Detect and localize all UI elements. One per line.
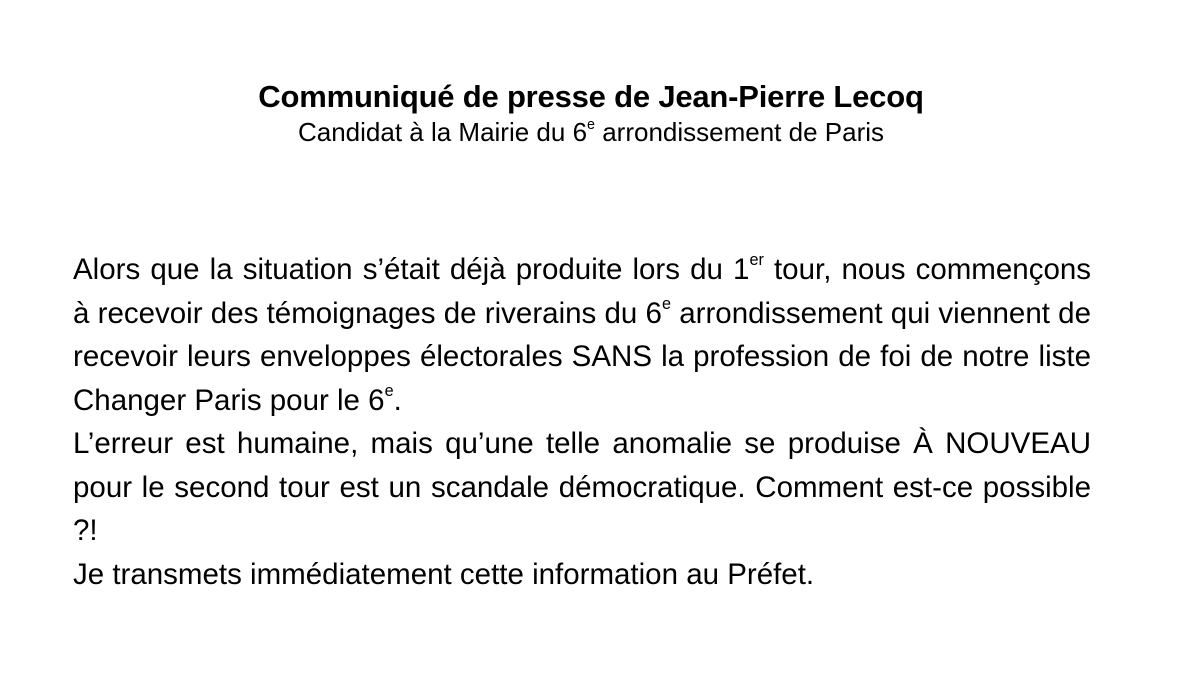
page-subtitle (0, 116, 1182, 148)
subtitle-superscript: e (587, 116, 595, 133)
press-release-header (0, 78, 1182, 148)
subtitle-text-start: Candidat à la Mairie du 6 (297, 117, 588, 147)
paragraph-1-part-b: tour, nous commençons à recevoir des témoignages de riverains du 6 (73, 253, 1092, 330)
paragraph-1-part-c: arrondissement qui viennent de recevoir leurs enveloppes électorales SANS la profession de foi de notre liste Changer Paris pour le 6 (73, 296, 1091, 417)
paragraph-2: L’erreur est humaine, mais qu’une telle anomalie se produise À NOUVEAU pour le second tour est un scandale démocratique. Comment est-ce possible ?! (73, 427, 1091, 547)
page-title: Communiqué de presse de Jean-Pierre Lecoq (258, 79, 924, 114)
paragraph-1-part-d: . (393, 383, 402, 417)
paragraph-1-sup-3: e (384, 381, 394, 400)
paragraph-1-sup-2: e (661, 294, 671, 313)
paragraph-1 (73, 248, 1091, 422)
paragraph-1-sup-1: er (749, 251, 764, 270)
paragraph-1-part-a: Alors que la situation s’était déjà produite lors du 1 (73, 253, 750, 286)
paragraph-3: Je transmets immédiatement cette information au Préfet. (73, 557, 815, 591)
subtitle-text-end: arrondissement de Paris (594, 117, 885, 147)
press-release-body (73, 248, 1091, 596)
